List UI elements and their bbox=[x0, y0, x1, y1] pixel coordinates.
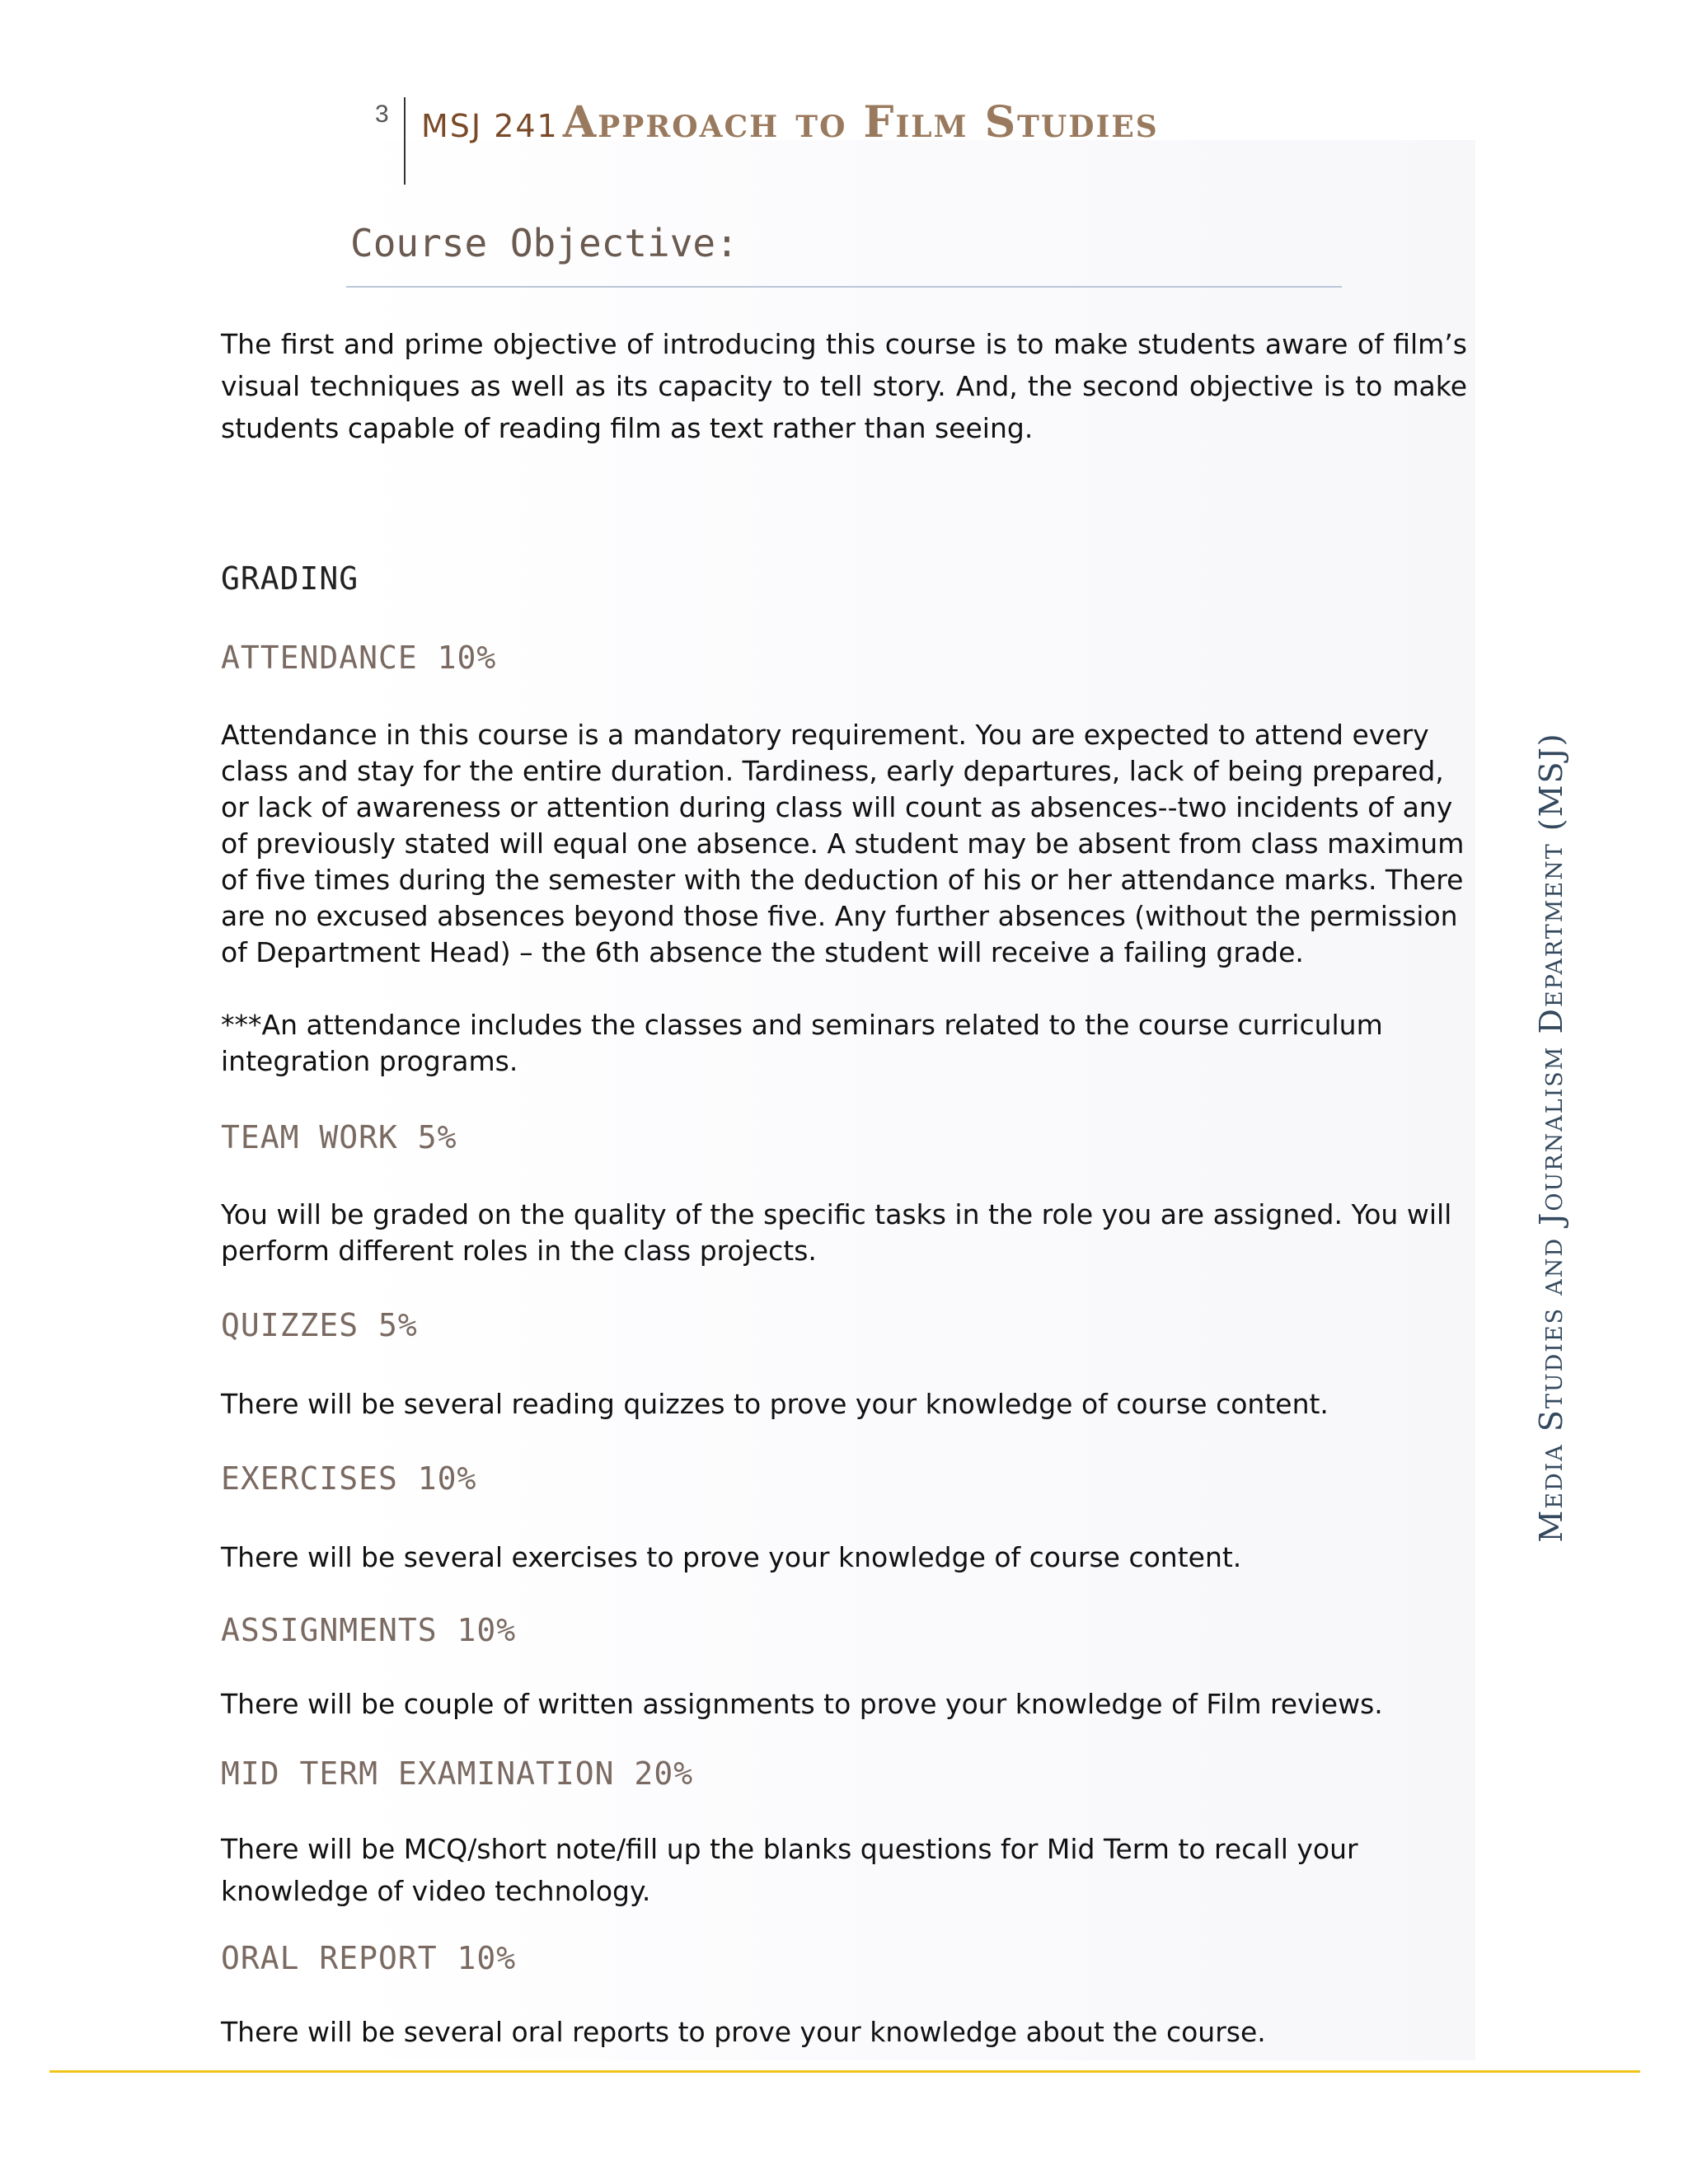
grading-heading: GRADING bbox=[221, 560, 359, 597]
assignments-heading: ASSIGNMENTS 10% bbox=[221, 1612, 517, 1648]
attendance-text: Attendance in this course is a mandatory requirement. You are expected to attend every class and stay for the entire duration. Tardiness, early departures, lack of being prepared, or lack of awareness or attention during class will count as absences--two incidents of any of previously stated will equal one absence. A student may be absent from class maximum of five times during the semester with the deduction of his or her attendance marks. There are no excused absences beyond those five. Any further absences (without the permission of Department Head) – the 6th absence the student will receive a failing grade. bbox=[221, 719, 1465, 968]
mid-term-text: There will be MCQ/short note/fill up the blanks questions for Mid Term to recall your knowledge of video technology. bbox=[221, 1833, 1358, 1907]
assignments-text: There will be couple of written assignments to prove your knowledge of Film reviews. bbox=[221, 1688, 1383, 1720]
quizzes-heading: QUIZZES 5% bbox=[221, 1307, 418, 1343]
course-code: MSJ 241 bbox=[421, 108, 559, 144]
quizzes-text: There will be several reading quizzes to prove your knowledge of course content. bbox=[221, 1388, 1329, 1420]
document-title bbox=[421, 97, 1159, 148]
footer-divider bbox=[49, 2070, 1640, 2073]
course-name: Approach to Film Studies bbox=[562, 97, 1159, 148]
department-sidebar-label: Media Studies and Journalism Department (MSJ) bbox=[1533, 732, 1569, 1543]
exercises-heading: EXERCISES 10% bbox=[221, 1460, 477, 1497]
mid-term-heading: MID TERM EXAMINATION 20% bbox=[221, 1755, 694, 1792]
course-objective-heading: Course Objective: bbox=[350, 221, 738, 265]
oral-report-heading: ORAL REPORT 10% bbox=[221, 1940, 517, 1976]
team-work-heading: TEAM WORK 5% bbox=[221, 1119, 457, 1155]
objective-divider bbox=[346, 286, 1342, 288]
oral-report-text: There will be several oral reports to prove your knowledge about the course. bbox=[221, 2016, 1266, 2048]
team-work-text: You will be graded on the quality of the specific tasks in the role you are assigned. You will perform different roles in the class projects. bbox=[221, 1198, 1452, 1267]
course-objective-text: The first and prime objective of introducing this course is to make students aware of film’s visual techniques as well as its capacity to tell story. And, the second objective is to make students capable of reading film as text rather than seeing. bbox=[221, 328, 1467, 444]
attendance-heading: ATTENDANCE 10% bbox=[221, 640, 497, 676]
page-number: 3 bbox=[375, 101, 389, 128]
header-divider bbox=[404, 97, 406, 185]
attendance-note: ***An attendance includes the classes and seminars related to the course curriculum integration programs. bbox=[221, 1009, 1383, 1077]
exercises-text: There will be several exercises to prove your knowledge of course content. bbox=[221, 1541, 1242, 1573]
